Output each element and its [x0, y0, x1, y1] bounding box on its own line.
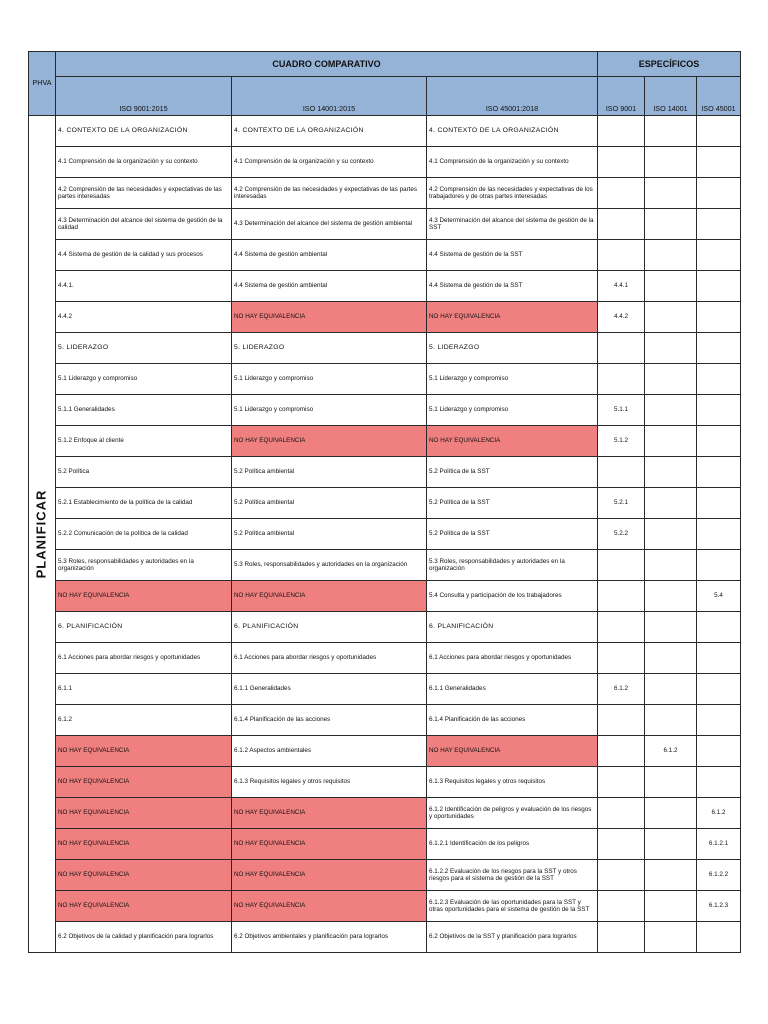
spec-cell-iso14001	[645, 829, 697, 860]
spec-cell-iso9001	[598, 209, 645, 240]
clause-cell-iso9001: 4.4.2	[56, 302, 232, 333]
spec-cell-iso9001	[598, 333, 645, 364]
spec-cell-iso9001: 5.2.1	[598, 488, 645, 519]
spec-cell-iso45001: 5.4	[697, 581, 741, 612]
table-row	[29, 829, 741, 860]
comparative-header: CUADRO COMPARATIVO	[56, 52, 598, 77]
clause-cell-iso9001: 5.1 Liderazgo y compromiso	[56, 364, 232, 395]
spec-cell-iso14001	[645, 364, 697, 395]
clause-cell-iso45001: 4.4 Sistema de gestión de la SST	[427, 271, 598, 302]
spec-cell-iso45001: 6.1.2.3	[697, 891, 741, 922]
spec-cell-iso9001	[598, 550, 645, 581]
spec-cell-iso45001	[697, 736, 741, 767]
clause-cell-iso9001: 4.4.1.	[56, 271, 232, 302]
spec-cell-iso9001	[598, 581, 645, 612]
clause-cell-iso9001: 6.1 Acciones para abordar riesgos y oportunidades	[56, 643, 232, 674]
clause-cell-iso9001: NO HAY EQUIVALENCIA	[56, 860, 232, 891]
table-row	[29, 178, 741, 209]
spec-cell-iso9001: 5.1.2	[598, 426, 645, 457]
clause-cell-iso14001: 6.1 Acciones para abordar riesgos y oportunidades	[232, 643, 427, 674]
clause-cell-iso9001: 4.3 Determinación del alcance del sistema de gestión de la calidad	[56, 209, 232, 240]
spec-cell-iso45001: 6.1.2	[697, 798, 741, 829]
spec-cell-iso9001	[598, 891, 645, 922]
table-row	[29, 705, 741, 736]
spec-cell-iso9001	[598, 147, 645, 178]
clause-cell-iso45001: 6.1.1 Generalidades	[427, 674, 598, 705]
spec-cell-iso9001	[598, 798, 645, 829]
clause-cell-iso14001: NO HAY EQUIVALENCIA	[232, 829, 427, 860]
spec-cell-iso45001	[697, 643, 741, 674]
table-row	[29, 116, 741, 147]
clause-cell-iso9001: 4. CONTEXTO DE LA ORGANIZACIÓN	[56, 116, 232, 147]
table-row	[29, 643, 741, 674]
spec-cell-iso14001	[645, 860, 697, 891]
table-row	[29, 922, 741, 953]
clause-cell-iso14001: 6.1.4 Planificación de las acciones	[232, 705, 427, 736]
clause-cell-iso14001: 5.2 Política ambiental	[232, 488, 427, 519]
phase-label: PLANIFICAR	[33, 489, 49, 579]
spec-cell-iso14001	[645, 147, 697, 178]
clause-cell-iso14001: 4.3 Determinación del alcance del sistema de gestión ambiental	[232, 209, 427, 240]
table-row	[29, 550, 741, 581]
spec-cell-iso45001	[697, 457, 741, 488]
table-row	[29, 581, 741, 612]
clause-cell-iso45001: 5.1 Liderazgo y compromiso	[427, 364, 598, 395]
table-row	[29, 426, 741, 457]
iso14001-spec-header: ISO 14001	[645, 77, 697, 116]
spec-cell-iso9001: 4.4.2	[598, 302, 645, 333]
spec-cell-iso9001: 6.1.2	[598, 674, 645, 705]
clause-cell-iso45001: 4.4 Sistema de gestión de la SST	[427, 240, 598, 271]
spec-cell-iso45001	[697, 426, 741, 457]
clause-cell-iso14001: 5. LIDERAZGO	[232, 333, 427, 364]
spec-cell-iso14001	[645, 395, 697, 426]
clause-cell-iso14001: 4.2 Comprensión de las necesidades y expectativas de las partes interesadas	[232, 178, 427, 209]
spec-cell-iso14001	[645, 674, 697, 705]
clause-cell-iso45001: 5.2 Política de la SST	[427, 519, 598, 550]
spec-cell-iso9001: 4.4.1	[598, 271, 645, 302]
spec-cell-iso45001	[697, 364, 741, 395]
clause-cell-iso14001: 4.4 Sistema de gestión ambiental	[232, 240, 427, 271]
spec-cell-iso14001	[645, 891, 697, 922]
spec-cell-iso45001	[697, 333, 741, 364]
clause-cell-iso14001: 5.2 Política ambiental	[232, 519, 427, 550]
spec-cell-iso9001	[598, 457, 645, 488]
spec-cell-iso45001	[697, 116, 741, 147]
table-row	[29, 798, 741, 829]
clause-cell-iso14001: 6.1.2 Aspectos ambientales	[232, 736, 427, 767]
table-row	[29, 767, 741, 798]
table-row	[29, 891, 741, 922]
clause-cell-iso9001: 4.1 Comprensión de la organización y su contexto	[56, 147, 232, 178]
spec-cell-iso45001	[697, 240, 741, 271]
clause-cell-iso45001: 5.4 Consulta y participación de los trabajadores	[427, 581, 598, 612]
spec-cell-iso9001	[598, 240, 645, 271]
spec-cell-iso14001	[645, 240, 697, 271]
clause-cell-iso14001: NO HAY EQUIVALENCIA	[232, 798, 427, 829]
spec-cell-iso9001	[598, 705, 645, 736]
table-row	[29, 147, 741, 178]
spec-cell-iso14001	[645, 488, 697, 519]
table-row	[29, 302, 741, 333]
table-body	[29, 116, 741, 953]
clause-cell-iso45001: 5.2 Política de la SST	[427, 457, 598, 488]
table-row	[29, 333, 741, 364]
spec-cell-iso45001: 6.1.2.2	[697, 860, 741, 891]
spec-cell-iso45001	[697, 550, 741, 581]
clause-cell-iso9001: 6.2 Objetivos de la calidad y planificación para lograrlos	[56, 922, 232, 953]
clause-cell-iso45001: 6.2 Objetivos de la SST y planificación para lograrlos	[427, 922, 598, 953]
spec-cell-iso9001	[598, 116, 645, 147]
clause-cell-iso14001: NO HAY EQUIVALENCIA	[232, 426, 427, 457]
clause-cell-iso9001: NO HAY EQUIVALENCIA	[56, 891, 232, 922]
table-row	[29, 860, 741, 891]
spec-cell-iso45001: 6.1.2.1	[697, 829, 741, 860]
table-row	[29, 271, 741, 302]
clause-cell-iso45001: NO HAY EQUIVALENCIA	[427, 736, 598, 767]
clause-cell-iso9001: 4.4 Sistema de gestión de la calidad y sus procesos	[56, 240, 232, 271]
clause-cell-iso9001: NO HAY EQUIVALENCIA	[56, 829, 232, 860]
spec-cell-iso45001	[697, 302, 741, 333]
iso14001-2015-header: ISO 14001:2015	[232, 77, 427, 116]
clause-cell-iso14001: NO HAY EQUIVALENCIA	[232, 581, 427, 612]
spec-cell-iso14001	[645, 581, 697, 612]
clause-cell-iso9001: NO HAY EQUIVALENCIA	[56, 798, 232, 829]
clause-cell-iso9001: 5. LIDERAZGO	[56, 333, 232, 364]
spec-cell-iso14001	[645, 426, 697, 457]
clause-cell-iso9001: NO HAY EQUIVALENCIA	[56, 581, 232, 612]
spec-cell-iso9001	[598, 643, 645, 674]
clause-cell-iso45001: 4.2 Comprensión de las necesidades y expectativas de los trabajadores y de otras partes interesadas	[427, 178, 598, 209]
clause-cell-iso45001: 6.1.3 Requisitos legales y otros requisitos	[427, 767, 598, 798]
clause-cell-iso45001: 5.3 Roles, responsabilidades y autoridades en la organización	[427, 550, 598, 581]
clause-cell-iso14001: 5.1 Liderazgo y compromiso	[232, 395, 427, 426]
clause-cell-iso14001: 4. CONTEXTO DE LA ORGANIZACIÓN	[232, 116, 427, 147]
spec-cell-iso9001: 5.2.2	[598, 519, 645, 550]
specifics-header: ESPECÍFICOS	[598, 52, 741, 77]
spec-cell-iso9001	[598, 829, 645, 860]
spec-cell-iso14001	[645, 519, 697, 550]
spec-cell-iso14001	[645, 333, 697, 364]
clause-cell-iso9001: 5.3 Roles, responsabilidades y autoridades en la organización	[56, 550, 232, 581]
comparison-table	[28, 51, 741, 953]
clause-cell-iso9001: NO HAY EQUIVALENCIA	[56, 736, 232, 767]
spec-cell-iso14001: 6.1.2	[645, 736, 697, 767]
clause-cell-iso14001: NO HAY EQUIVALENCIA	[232, 891, 427, 922]
spec-cell-iso14001	[645, 612, 697, 643]
clause-cell-iso9001: 5.1.2 Enfoque al cliente	[56, 426, 232, 457]
clause-cell-iso45001: 5.1 Liderazgo y compromiso	[427, 395, 598, 426]
table-row	[29, 612, 741, 643]
table-row	[29, 736, 741, 767]
spec-cell-iso14001	[645, 302, 697, 333]
spec-cell-iso14001	[645, 116, 697, 147]
iso45001-spec-header: ISO 45001	[697, 77, 741, 116]
spec-cell-iso14001	[645, 457, 697, 488]
table-row	[29, 395, 741, 426]
clause-cell-iso45001: NO HAY EQUIVALENCIA	[427, 302, 598, 333]
table-row	[29, 364, 741, 395]
clause-cell-iso45001: 4.3 Determinación del alcance del sistema de gestión de la SST	[427, 209, 598, 240]
clause-cell-iso14001: 6. PLANIFICACIÓN	[232, 612, 427, 643]
table-row	[29, 674, 741, 705]
iso45001-2018-header: ISO 45001:2018	[427, 77, 598, 116]
clause-cell-iso9001: 5.1.1 Generalidades	[56, 395, 232, 426]
spec-cell-iso45001	[697, 519, 741, 550]
spec-cell-iso45001	[697, 705, 741, 736]
clause-cell-iso14001: NO HAY EQUIVALENCIA	[232, 302, 427, 333]
spec-cell-iso45001	[697, 395, 741, 426]
spec-cell-iso45001	[697, 147, 741, 178]
clause-cell-iso9001: 6.1.2	[56, 705, 232, 736]
clause-cell-iso45001: 4.1 Comprensión de la organización y su contexto	[427, 147, 598, 178]
spec-cell-iso9001: 5.1.1	[598, 395, 645, 426]
clause-cell-iso14001: 4.1 Comprensión de la organización y su contexto	[232, 147, 427, 178]
phase-cell	[29, 116, 56, 953]
iso9001-spec-header: ISO 9001	[598, 77, 645, 116]
clause-cell-iso9001: 5.2 Política	[56, 457, 232, 488]
spec-cell-iso9001	[598, 767, 645, 798]
clause-cell-iso9001: 6.1.1	[56, 674, 232, 705]
spec-cell-iso14001	[645, 271, 697, 302]
clause-cell-iso14001: 6.1.1 Generalidades	[232, 674, 427, 705]
clause-cell-iso14001: 6.1.3 Requisitos legales y otros requisitos	[232, 767, 427, 798]
clause-cell-iso9001: 4.2 Comprensión de las necesidades y expectativas de las partes interesadas	[56, 178, 232, 209]
spec-cell-iso9001	[598, 612, 645, 643]
clause-cell-iso45001: 5.2 Política de la SST	[427, 488, 598, 519]
clause-cell-iso45001: 6.1.2 Identificación de peligros y evaluación de los riesgos y oportunidades	[427, 798, 598, 829]
spec-cell-iso45001	[697, 612, 741, 643]
clause-cell-iso9001: NO HAY EQUIVALENCIA	[56, 767, 232, 798]
spec-cell-iso9001	[598, 736, 645, 767]
clause-cell-iso45001: 5. LIDERAZGO	[427, 333, 598, 364]
phva-header: PHVA	[29, 52, 56, 116]
spec-cell-iso14001	[645, 209, 697, 240]
spec-cell-iso9001	[598, 364, 645, 395]
spec-cell-iso9001	[598, 922, 645, 953]
spec-cell-iso14001	[645, 705, 697, 736]
spec-cell-iso14001	[645, 643, 697, 674]
clause-cell-iso9001: 5.2.2 Comunicación de la política de la calidad	[56, 519, 232, 550]
spec-cell-iso45001	[697, 271, 741, 302]
spec-cell-iso14001	[645, 178, 697, 209]
table-row	[29, 488, 741, 519]
table-row	[29, 209, 741, 240]
spec-cell-iso45001	[697, 488, 741, 519]
spec-cell-iso9001	[598, 860, 645, 891]
spec-cell-iso45001	[697, 178, 741, 209]
spec-cell-iso14001	[645, 798, 697, 829]
clause-cell-iso9001: 5.2.1 Establecimiento de la política de la calidad	[56, 488, 232, 519]
clause-cell-iso14001: 4.4 Sistema de gestión ambiental	[232, 271, 427, 302]
clause-cell-iso14001: NO HAY EQUIVALENCIA	[232, 860, 427, 891]
clause-cell-iso14001: 5.2 Política ambiental	[232, 457, 427, 488]
spec-cell-iso45001	[697, 674, 741, 705]
clause-cell-iso9001: 6. PLANIFICACIÓN	[56, 612, 232, 643]
table-row	[29, 519, 741, 550]
clause-cell-iso14001: 6.2 Objetivos ambientales y planificación para lograrlos	[232, 922, 427, 953]
spec-cell-iso14001	[645, 767, 697, 798]
clause-cell-iso45001: 6.1.2.3 Evaluación de las oportunidades para la SST y otras oportunidades para el sistema de gestión de la SST	[427, 891, 598, 922]
clause-cell-iso45001: NO HAY EQUIVALENCIA	[427, 426, 598, 457]
spec-cell-iso14001	[645, 922, 697, 953]
clause-cell-iso45001: 6.1.2.2 Evaluación de los riesgos para la SST y otros riesgos para el sistema de gestión de la SST	[427, 860, 598, 891]
spec-cell-iso9001	[598, 178, 645, 209]
spec-cell-iso45001	[697, 922, 741, 953]
spec-cell-iso14001	[645, 550, 697, 581]
clause-cell-iso14001: 5.1 Liderazgo y compromiso	[232, 364, 427, 395]
clause-cell-iso45001: 6. PLANIFICACIÓN	[427, 612, 598, 643]
clause-cell-iso45001: 6.1.2.1 Identificación de los peligros	[427, 829, 598, 860]
iso9001-2015-header: ISO 9001:2015	[56, 77, 232, 116]
spec-cell-iso45001	[697, 209, 741, 240]
table-row	[29, 457, 741, 488]
spec-cell-iso45001	[697, 767, 741, 798]
clause-cell-iso45001: 6.1 Acciones para abordar riesgos y oportunidades	[427, 643, 598, 674]
clause-cell-iso45001: 6.1.4 Planificación de las acciones	[427, 705, 598, 736]
clause-cell-iso14001: 5.3 Roles, responsabilidades y autoridades en la organización	[232, 550, 427, 581]
clause-cell-iso45001: 4. CONTEXTO DE LA ORGANIZACIÓN	[427, 116, 598, 147]
table-row	[29, 240, 741, 271]
